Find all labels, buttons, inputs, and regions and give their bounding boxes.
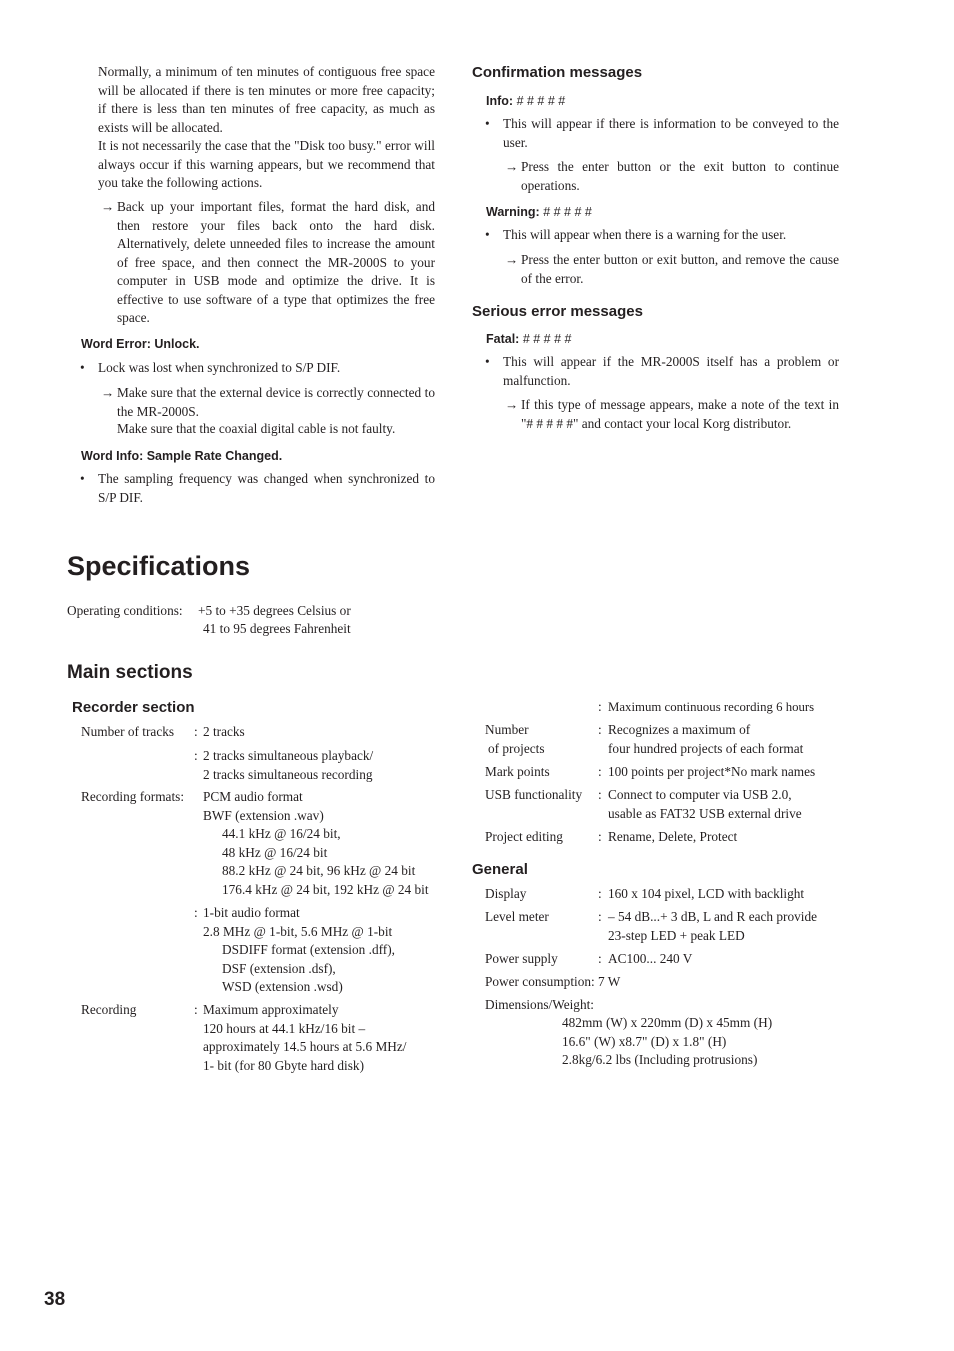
mark-label: Mark points: [485, 764, 550, 779]
dimensions-line: 2.8kg/6.2 lbs (Including protrusions): [562, 1052, 758, 1067]
usb-value-line: usable as FAT32 USB external drive: [608, 805, 802, 821]
fatal-label: Fatal:: [486, 332, 520, 346]
fatal-value: # # # # #: [522, 332, 572, 346]
serious-heading: Serious error messages: [472, 303, 643, 320]
formats-value-2: [203, 904, 395, 997]
arrow-item-backup: [101, 198, 435, 328]
display-label: Display: [485, 886, 527, 901]
display-value: 160 x 104 pixel, LCD with backlight: [608, 886, 805, 901]
fatal-heading: [486, 332, 571, 346]
power-consumption: Power consumption: 7 W: [485, 974, 621, 989]
meter-value-line: 23-step LED + peak LED: [608, 927, 745, 943]
bullet-icon: •: [485, 227, 490, 242]
usb-value: [608, 786, 802, 823]
word-error-arrow-text: Make sure that the external device is correctly connected to the MR-2000S.: [117, 385, 435, 419]
colon: :: [598, 787, 602, 802]
colon: :: [598, 722, 602, 737]
warning-bullet-text: This will appear when there is a warning for the user.: [503, 227, 787, 242]
tracks-playback: 2 tracks simultaneous playback/: [203, 748, 374, 763]
info-value: # # # # #: [516, 94, 566, 108]
colon: :: [598, 951, 602, 966]
power-value: AC100... 240 V: [608, 951, 693, 966]
bullet-icon: •: [485, 116, 490, 131]
arrow-right-icon: →: [505, 159, 519, 174]
warning-bullet: [485, 226, 839, 245]
allocation-text: Normally, a minimum of ten minutes of contiguous free space will be allocated if there is ten minutes or more free capacity; if there is less than ten minutes of free capacity, as much as exists will be allocated.: [98, 64, 435, 135]
edit-label: Project editing: [485, 829, 563, 844]
arrow-right-icon: →: [101, 385, 115, 400]
meter-label: Level meter: [485, 909, 549, 924]
recording-line: approximately 14.5 hours at 5.6 MHz/: [203, 1039, 407, 1054]
formats-line: 88.2 kHz @ 24 bit, 96 kHz @ 24 bit: [222, 863, 416, 878]
word-error-arrow: [101, 384, 435, 421]
colon: :: [598, 909, 602, 924]
dimensions-line: 16.6" (W) x8.7" (D) x 1.8" (H): [562, 1033, 727, 1049]
warning-label: Warning:: [486, 205, 540, 219]
info-arrow: [505, 158, 839, 195]
meter-value-line: – 54 dB...+ 3 dB, L and R each provide: [608, 909, 818, 924]
formats-line: PCM audio format: [203, 789, 303, 804]
power-label: Power supply: [485, 951, 558, 966]
formats-line: 44.1 kHz @ 16/24 bit,: [222, 826, 341, 841]
fatal-bullet: [485, 353, 839, 390]
projects-label: [485, 721, 545, 758]
word-info-bullet-text: The sampling frequency was changed when synchronized to S/P DIF.: [98, 471, 435, 505]
continuous-recording: Maximum continuous recording 6 hours: [608, 700, 815, 714]
tracks-label: Number of tracks: [81, 724, 175, 739]
disk-busy-text: It is not necessarily the case that the "Disk too busy." error will always occur if this warning appears, but we recommend that you take the following actions.: [98, 138, 435, 190]
warning-arrow: [505, 251, 839, 288]
tracks-value: 2 tracks: [203, 724, 245, 739]
word-info-heading: Word Info: Sample Rate Changed.: [81, 449, 283, 463]
fatal-arrow-text: If this type of message appears, make a note of the text in "# # # # #" and contact your local Korg distributor.: [521, 397, 839, 431]
arrow-right-icon: →: [505, 252, 519, 267]
recording-value: [203, 1001, 406, 1075]
recording-line: 120 hours at 44.1 kHz/16 bit –: [203, 1020, 366, 1036]
formats-line: DSDIFF format (extension .dff),: [222, 942, 395, 957]
colon: :: [194, 905, 198, 920]
colon: :: [598, 829, 602, 844]
warning-heading: [486, 205, 592, 219]
info-bullet-text: This will appear if there is information to be conveyed to the user.: [503, 116, 839, 150]
formats-line: 1-bit audio format: [203, 905, 300, 920]
operating-conditions-value-1: +5 to +35 degrees Celsius or: [198, 603, 351, 618]
word-info-bullet: [80, 470, 435, 507]
formats-line: 48 kHz @ 16/24 bit: [222, 844, 328, 860]
fatal-arrow: [505, 396, 839, 433]
formats-line: BWF (extension .wav): [203, 807, 324, 823]
colon: :: [598, 699, 602, 714]
recording-label: Recording: [81, 1002, 137, 1017]
confirmation-heading: Confirmation messages: [472, 64, 643, 81]
usb-label: USB functionality: [485, 787, 583, 802]
general-heading: General: [472, 861, 528, 878]
projects-label-line: of projects: [488, 740, 545, 756]
bullet-icon: •: [80, 360, 85, 375]
info-arrow-text: Press the enter button or the exit button to continue operations.: [521, 159, 839, 193]
arrow-right-icon: →: [101, 199, 115, 214]
dimensions-line: 482mm (W) x 220mm (D) x 45mm (H): [562, 1015, 773, 1030]
word-error-bullet: [80, 359, 435, 378]
dimensions-value: [562, 1014, 772, 1070]
colon: :: [194, 724, 198, 739]
backup-text: Back up your important files, format the hard disk, and then restore your files back onto the hard disk. Alternatively, delete unneeded files to increase the amount of free space, and then connect the MR-2000S to your computer in USB mode and optimize the drive. It is effective to use software of a type that optimizes the free space.: [117, 199, 435, 325]
page-title: Specifications: [67, 551, 251, 581]
formats-line: 2.8 MHz @ 1-bit, 5.6 MHz @ 1-bit: [203, 923, 393, 939]
edit-value: Rename, Delete, Protect: [608, 829, 738, 844]
page-number: 38: [44, 1289, 66, 1310]
main-sections-heading: Main sections: [67, 662, 193, 683]
word-error-arrow-2: Make sure that the coaxial digital cable is not faulty.: [117, 421, 396, 436]
paragraph-allocation: [98, 63, 435, 137]
colon: :: [598, 886, 602, 901]
recorder-heading: Recorder section: [72, 699, 195, 716]
formats-line: WSD (extension .wsd): [222, 979, 343, 994]
colon: :: [194, 748, 198, 763]
meter-value: [608, 908, 817, 945]
arrow-right-icon: →: [505, 397, 519, 412]
formats-value: [203, 788, 429, 899]
paragraph-disk-busy: [98, 137, 435, 193]
operating-conditions-value-2: 41 to 95 degrees Fahrenheit: [203, 621, 351, 636]
projects-value-line: four hundred projects of each format: [608, 740, 804, 756]
word-error-bullet-text: Lock was lost when synchronized to S/P DIF.: [98, 360, 341, 375]
formats-line: DSF (extension .dsf),: [222, 960, 336, 976]
formats-label: Recording formats:: [81, 789, 185, 804]
bullet-icon: •: [80, 471, 85, 486]
operating-conditions-label: Operating conditions:: [67, 603, 183, 618]
info-bullet: [485, 115, 839, 152]
fatal-bullet-text: This will appear if the MR-2000S itself has a problem or malfunction.: [503, 354, 839, 388]
projects-value-line: Recognizes a maximum of: [608, 722, 751, 737]
usb-value-line: Connect to computer via USB 2.0,: [608, 787, 792, 802]
colon: :: [598, 764, 602, 779]
mark-value: 100 points per project*No mark names: [608, 764, 816, 779]
bullet-icon: •: [485, 354, 490, 369]
tracks-recording: 2 tracks simultaneous recording: [203, 766, 373, 782]
recording-line: 1- bit (for 80 Gbyte hard disk): [203, 1057, 365, 1073]
tracks-value-2: [203, 747, 373, 784]
warning-arrow-text: Press the enter button or exit button, and remove the cause of the error.: [521, 252, 839, 286]
info-heading: [486, 94, 565, 108]
word-error-heading: Word Error: Unlock.: [81, 337, 200, 351]
dimensions-label: Dimensions/Weight:: [485, 997, 594, 1012]
warning-value: # # # # #: [543, 205, 592, 219]
projects-value: [608, 721, 803, 758]
formats-line: 176.4 kHz @ 24 bit, 192 kHz @ 24 bit: [222, 881, 429, 897]
projects-label-line: Number: [485, 722, 529, 737]
colon: :: [194, 1002, 198, 1017]
info-label: Info:: [486, 94, 514, 108]
recording-line: Maximum approximately: [203, 1002, 339, 1017]
